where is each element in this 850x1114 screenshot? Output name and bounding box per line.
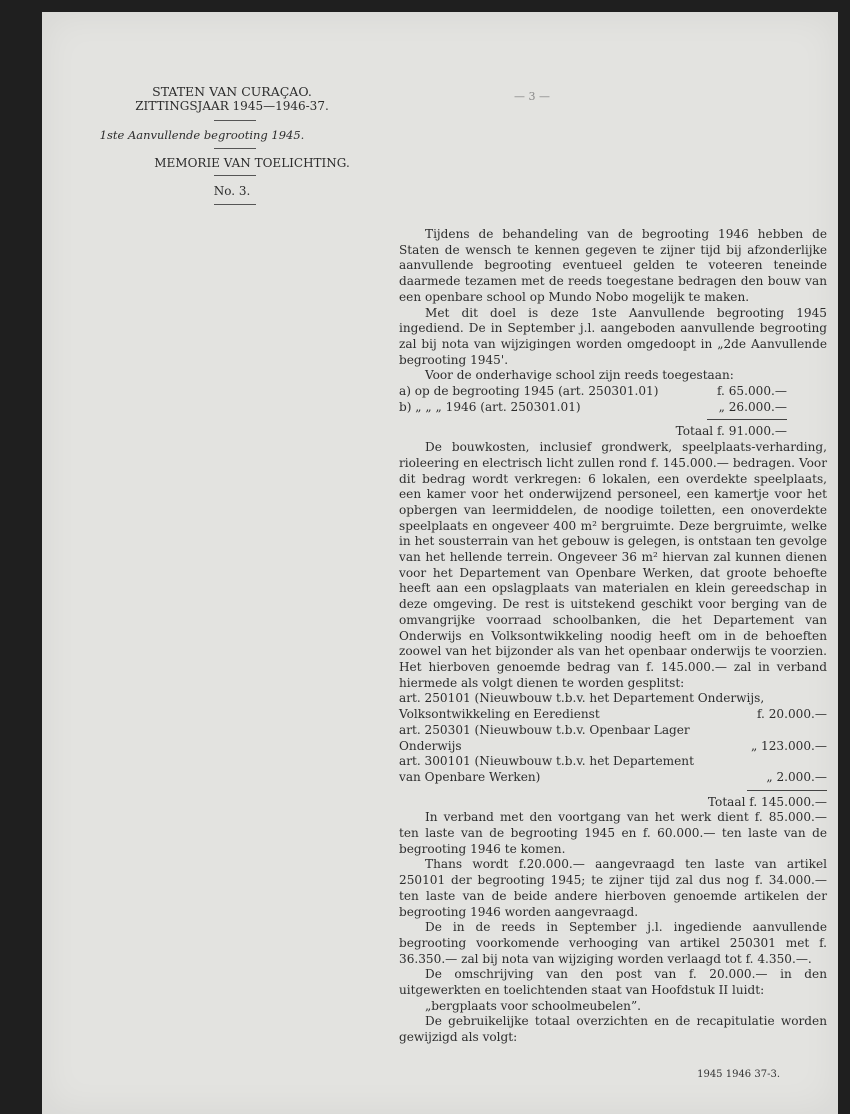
paragraph-5: In verband met den voortgang van het werk dient f. 85.000.— ten laste van de begrooting 1945 en f. 60.000.— ten laste van de begrooting 1946 te komen. xyxy=(399,810,827,856)
header-memorie: MEMORIE VAN TOELICHTING. xyxy=(154,156,350,170)
document-page xyxy=(42,12,838,1114)
paragraph-4: De bouwkosten, inclusief grondwerk, speelplaats-verharding, rioleering en electrisch licht zullen rond f. 145.000.— bedragen. Voor dit bedrag wordt verkregen: 6 lokalen, een overdekte speelplaats, een kamer voor het onderwijzend personeel, een kamertje voor het opbergen van leermiddelen, de noodige toiletten, een onoverdekte speelplaats en ongeveer 400 m² bergruimte. Deze bergruimte, welke in het sousterrain van het gebouw is gelegen, is ontstaan ten gevolge van het hellende terrein. Ongeveer 36 m² hiervan zal kunnen dienen voor het Departement van Openbare Werken, dat groote behoefte heeft aan een opslagplaats van materialen en klein gereedschap in deze omgeving. De rest is uitstekend geschikt voor berging van de omvangrijke voorraad schoolbanken, die het Departement van Onderwijs en Volksontwikkeling noodig heeft om in de behoeften zoowel van het bijzonder als van het openbaar onderwijs te voorzien. Het hierboven genoemde bedrag van f. 145.000.— zal in verband hiermede als volgt dienen te worden gesplitst: xyxy=(399,440,827,690)
article-1-line-1: art. 250101 (Nieuwbouw t.b.v. het Departement Onderwijs, xyxy=(399,691,765,706)
sum-rule-1 xyxy=(707,419,787,420)
page-mark: — 3 — xyxy=(514,90,550,103)
list-item-b: b) „ „ „ 1946 (art. 250301.01) „ 26.000.— xyxy=(399,399,787,414)
paragraph-8: De omschrijving van den post van f. 20.000.— in den uitgewerkten en toelichtenden staat van Hoofdstuk II luidt: xyxy=(399,967,827,998)
paragraph-9: De gebruikelijke totaal overzichten en de recapitulatie worden gewijzigd als volgt: xyxy=(399,1014,827,1045)
paragraph-3: Voor de onderhavige school zijn reeds toegestaan: xyxy=(425,368,734,383)
paragraph-2: Met dit doel is deze 1ste Aanvullende begrooting 1945 ingediend. De in September j.l. aangeboden aanvullende begrooting zal bij nota van wijzigingen worden omgedoopt in „2de Aanvullende begrooting 1945'. xyxy=(399,305,827,367)
article-1-line-2: Volksontwikkeling en Eeredienst f. 20.000.— xyxy=(399,707,827,722)
total-2: Totaal f. 145.000.— xyxy=(707,794,827,809)
header-rule-2 xyxy=(214,148,256,149)
article-3-line-2: van Openbare Werken) „ 2.000.— xyxy=(399,769,827,784)
article-2-line-1: art. 250301 (Nieuwbouw t.b.v. Openbaar Lager xyxy=(399,722,690,737)
footer-code: 1945 1946 37-3. xyxy=(697,1069,780,1080)
paragraph-6: Thans wordt f.20.000.— aangevraagd ten laste van artikel 250101 der begrooting 1945; te zijner tijd zal dus nog f. 34.000.— ten laste van de beide andere hierboven genoemde artikelen der begrooting 1946 worden aangevraagd. xyxy=(399,857,827,919)
quote-line: „bergplaats voor schoolmeubelen”. xyxy=(425,998,641,1013)
article-2-line-2: Onderwijs „ 123.000.— xyxy=(399,738,827,753)
body-text xyxy=(399,227,827,1046)
sum-rule-2 xyxy=(747,790,827,791)
header-number: No. 3. xyxy=(213,184,251,198)
header-rule-3 xyxy=(214,175,256,176)
article-3-line-1: art. 300101 (Nieuwbouw t.b.v. het Departement xyxy=(399,754,694,769)
header-rule-1 xyxy=(214,120,256,121)
header-session: ZITTINGSJAAR 1945—1946-37. xyxy=(135,99,329,113)
list-item-a: a) op de begrooting 1945 (art. 250301.01) f. 65.000.— xyxy=(399,384,787,399)
paragraph-7: De in de reeds in September j.l. ingediende aanvullende begrooting voorkomende verhooging van artikel 250301 met f. 36.350.— zal bij nota van wijziging worden verlaagd tot f. 4.350.—. xyxy=(399,920,827,966)
header-rule-4 xyxy=(214,204,256,205)
paragraph-1: Tijdens de behandeling van de begrooting 1946 hebben de Staten de wensch te kennen gegeven te zijner tijd bij afzonderlijke aanvullende begrooting eventueel gelden te voteeren teneinde daarmede tezamen met de reeds toegestane bedragen den bouw van een openbare school op Mundo Nobo mogelijk te maken. xyxy=(399,227,827,304)
total-1: Totaal f. 91.000.— xyxy=(675,424,787,439)
header-title: STATEN VAN CURAÇAO. xyxy=(152,84,312,99)
header-budget: 1ste Aanvullende begrooting 1945. xyxy=(99,128,305,142)
